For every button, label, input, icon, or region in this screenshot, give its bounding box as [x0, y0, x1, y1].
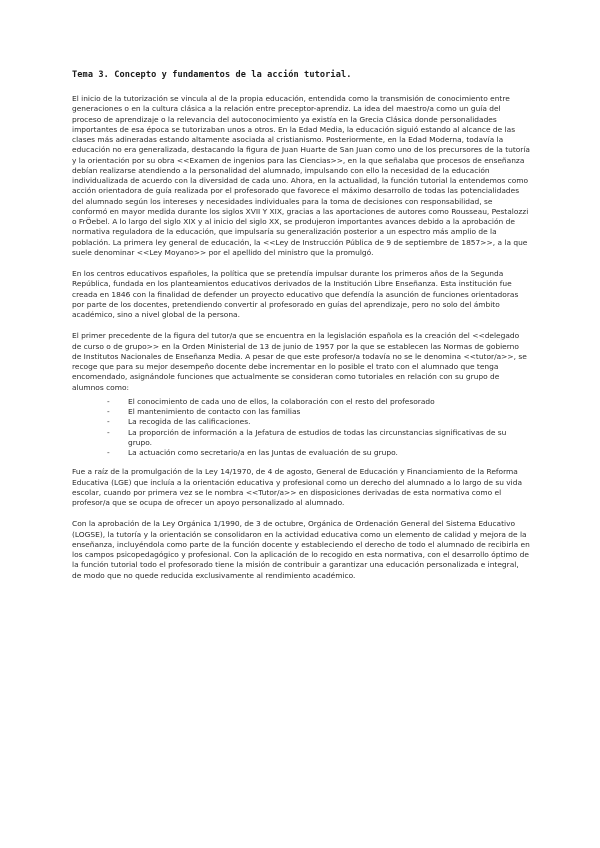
list-item — [72, 407, 530, 417]
paragraph-institucion-libre: En los centros educativos españoles, la política que se pretendía impulsar durante los primeros años de la Segunda República, fundada en los planteamientos educativos derivados de la Institución Libre Enseñanza. Esta institución fue creada en 1846 con la finalidad de defender un proyecto educativo que defendía la asunción de funciones orientadoras por parte de los docentes, pretendiendo convertir al profesorado en guías del aprendizaje, pero no solo del ámbito académico, sino a nivel global de la persona. — [72, 269, 519, 319]
list-item-text: La proporción de información a la Jefatura de estudios de todas las circunstancias significativas de su grupo. — [128, 427, 507, 447]
list-item — [72, 448, 530, 458]
paragraph-lge-1970: Fue a raíz de la promulgación de la Ley 14/1970, de 4 de agosto, General de Educación y Financiamiento de la Reforma Educativa (LGE) que incluía a la orientación educativa y profesional como un derecho del alumnado a lo largo de su vida escolar, cuando por primera vez se le nombra <<Tutor/a>> en disposiciones derivadas de esta normativa como el profesor/a que se ocupa de ofrecer un apoyo personalizado al alumnado. — [72, 467, 523, 507]
document-page — [72, 70, 530, 592]
list-dash: - — [107, 396, 110, 406]
list-item-text: El conocimiento de cada uno de ellos, la colaboración con el resto del profesorado — [128, 396, 435, 406]
paragraph-logse-1990: Con la aprobación de la Ley Orgánica 1/1990, de 3 de octubre, Orgánica de Ordenación General del Sistema Educativo (LOGSE), la tutoría y la orientación se consolidaron en la actividad educativa como un elemento de calidad y mejora de la enseñanza, incluyéndola como parte de la función docente y estableciendo el derecho de todo el alumnado de recibirla en los campos psicopedagógico y profesional. Con la aplicación de lo recogido en esta normativa, con el desarrollo óptimo de la función tutorial todo el profesorado tiene la misión de contribuir a garantizar una educación personalizada e integral, de modo que no quede reducida exclusivamente al rendimiento académico. — [72, 519, 530, 580]
list-item — [72, 417, 530, 427]
list-dash: - — [107, 448, 110, 457]
list-item — [72, 428, 530, 449]
paragraph-history: El inicio de la tutorización se vincula al de la propia educación, entendida como la transmisión de conocimiento entre generaciones o en la cultura clásica a la relación entre preceptor-aprendiz. La idea del maestro/a como un guía del proceso de aprendizaje o la relevancia del autoconocimiento ya existía en la Grecia Clásica donde personalidades importantes de esa época se tutorizaban unos a otros. En la Edad Media, la educación siguió estando al alcance de las clases más adineradas estando altamente asociada al cristianismo. Posteriormente, en la Edad Moderna, todavía la educación no era generalizada, destacando la figura de Juan Huarte de San Juan como uno de los precursores de la tutoría y la orientación por su obra <<Examen de ingenios para las Ciencias>>, en la que señalaba que procesos de enseñanza debían realizarse atendiendo a la personalidad del alumnado, impulsando con ello la necesidad de la educación individualizada de acuerdo con la diversidad de cada uno. Ahora, en la actualidad, la función tutorial la entendemos como acción orientadora de guía realizada por el profesorado que favorece el máximo desarrollo de todas las potencialidades del alumnado según los intereses y necesidades individuales para la toma de decisiones con responsabilidad, se conformó en mayor medida durante los siglos XVII Y XIX, gracias a las aportaciones de autores como Rousseau, Pestalozzi o FrÖebel. A lo largo del siglo XIX y al inicio del siglo XX, se produjeron importantes avances debido a la aprobación de normativa reguladora de la educación, que impulsaría su generalización posterior a un espectro más amplio de la población. La primera ley general de educación, la <<Ley de Instrucción Pública de 9 de septiembre de 1857>>, a la que suele denominar <<Ley Moyano>> por el apellido del ministro que la promulgó. — [72, 94, 530, 257]
paragraph-first-precedent: El primer precedente de la figura del tutor/a que se encuentra en la legislación española es la creación del <<delegado de curso o de grupo>> en la Orden Ministerial de 13 de junio de 1957 por la que se establecen las Normas de gobierno de Institutos Nacionales de Enseñanza Media. A pesar de que este profesor/a todavía no se le denomina <<tutor/a>>, se recoge que para su mejor desempeño docente debe incrementar en lo posible el trato con el alumnado que tenga encomendado, asignándole funciones que actualmente se consideran como tutoriales en relación con su grupo de alumnos como: — [72, 331, 527, 392]
list-dash: - — [107, 417, 110, 427]
list-dash: - — [107, 427, 110, 437]
document-title: Tema 3. Concepto y fundamentos de la acción tutorial. — [72, 70, 352, 80]
list-item-text: La recogida de las calificaciones. — [128, 417, 251, 427]
list-item-text: La actuación como secretario/a en las Juntas de evaluación de su grupo. — [128, 448, 398, 457]
list-item-text: El mantenimiento de contacto con las familias — [128, 407, 301, 416]
list-dash: - — [107, 407, 110, 416]
list-item — [72, 397, 530, 407]
tutor-functions-list — [72, 397, 530, 459]
